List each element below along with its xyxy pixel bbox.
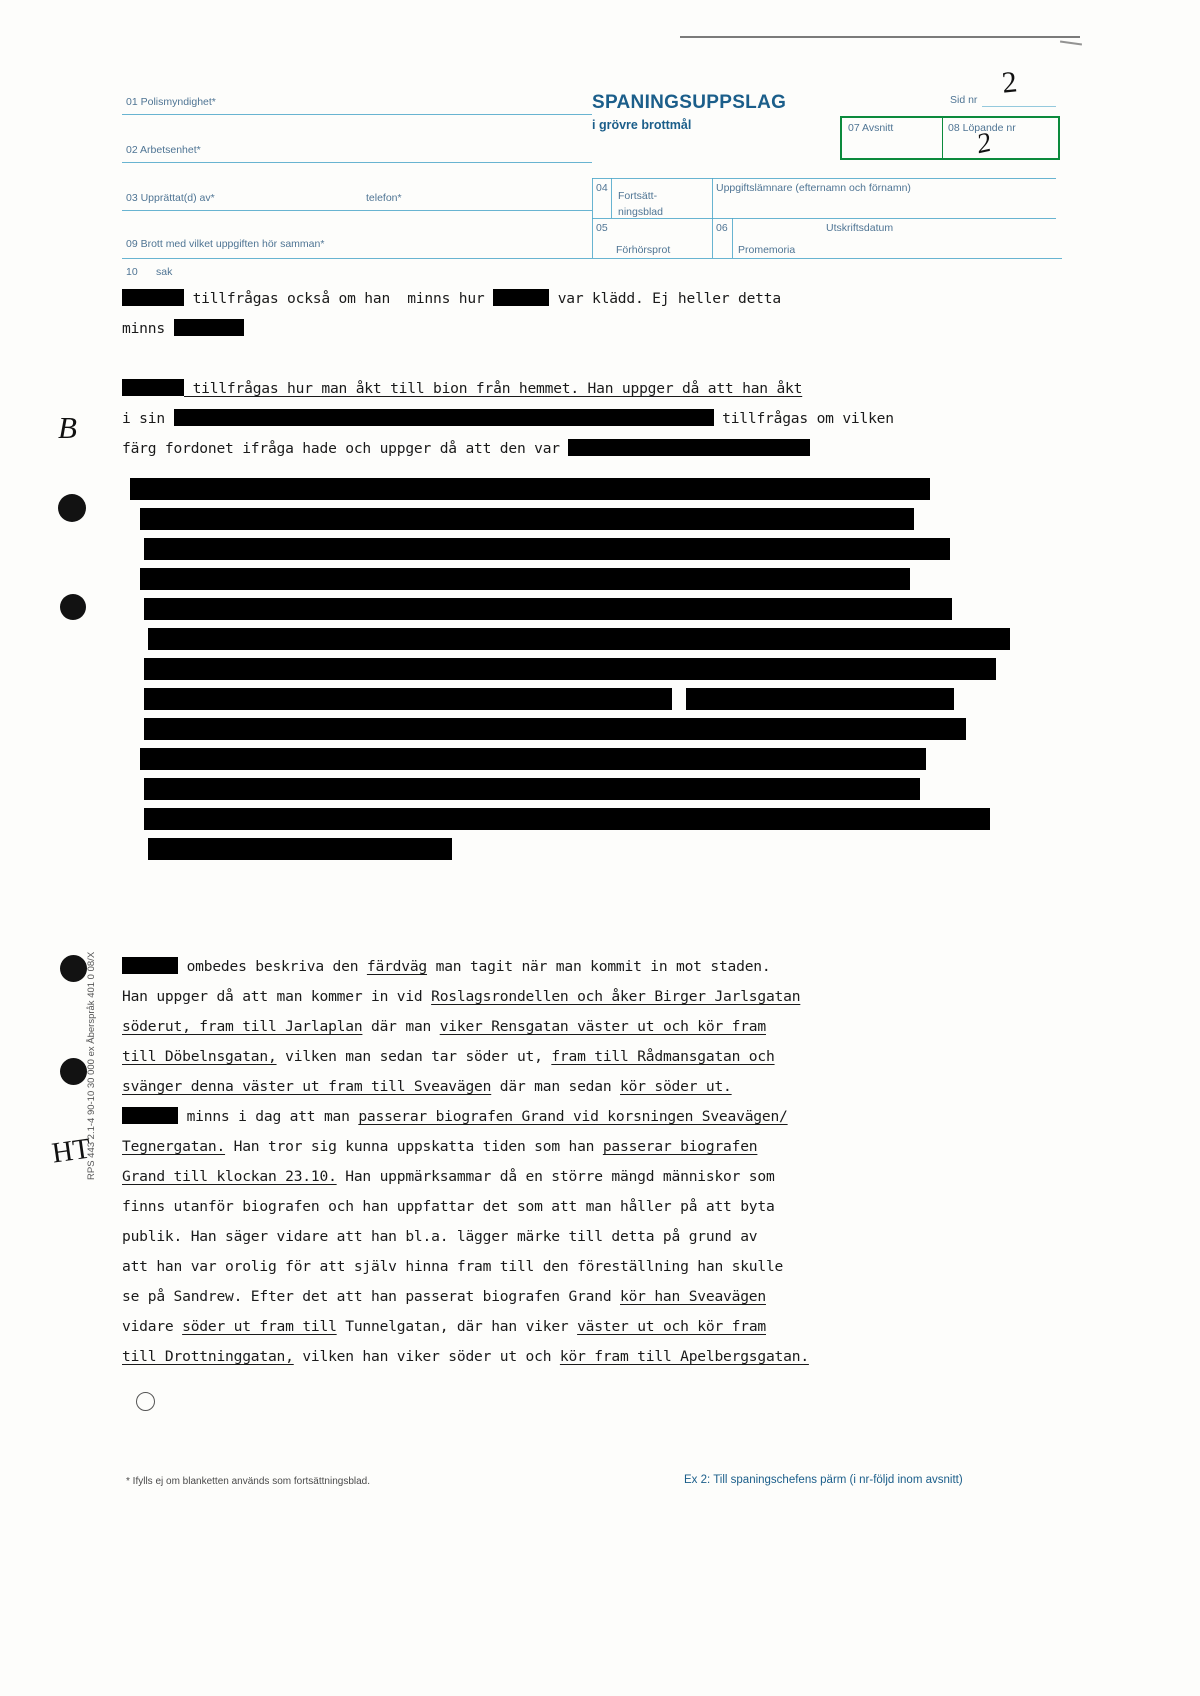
redaction-bar	[144, 658, 996, 680]
plain-text: man tagit när man kommit in mot staden.	[427, 958, 771, 975]
field-label-07: 07 Avsnitt	[848, 122, 894, 134]
field-label-utskriftsdatum: Utskriftsdatum	[826, 222, 894, 234]
text-line	[122, 1252, 1062, 1282]
redaction-bar	[140, 568, 910, 590]
underlined-text: tillfrågas hur man åkt till bion från hemmet. Han uppger då att han åkt	[184, 380, 803, 397]
underlined-text: viker Rensgatan väster ut och kör fram	[439, 1018, 766, 1035]
redaction-bar-right	[686, 688, 954, 710]
text-line	[122, 982, 1062, 1012]
plain-text: där man	[362, 1018, 440, 1035]
plain-text: se på Sandrew. Efter det att han passerat biografen Grand	[122, 1288, 620, 1305]
underlined-text: Tegnergatan.	[122, 1138, 226, 1155]
plain-text: finns utanför biografen och han uppfattar det som att man håller på att byta	[122, 1198, 775, 1215]
redaction-bar-block	[130, 478, 1050, 868]
underlined-text: väster ut och kör fram	[577, 1318, 766, 1335]
plain-text: där man sedan	[491, 1078, 621, 1095]
underlined-text: Grand till klockan 23.10.	[122, 1168, 337, 1185]
field-label-04: 04	[596, 182, 608, 194]
field-label-forhorsprot: Förhörsprot	[616, 244, 671, 256]
redaction-bar	[144, 538, 950, 560]
field-label-fortsattning-2: ningsblad	[618, 206, 663, 218]
text-line	[122, 1342, 1062, 1372]
underlined-text: kör söder ut.	[620, 1078, 732, 1095]
plain-text: Han uppmärksammar då en större mängd människor som	[336, 1168, 775, 1185]
field-label-10: 10	[126, 266, 138, 278]
redaction-box	[122, 289, 184, 306]
text-line	[122, 1042, 1062, 1072]
text-line	[122, 1192, 1062, 1222]
field-label-promemoria: Promemoria	[738, 244, 796, 256]
plain-text: minns	[122, 320, 174, 337]
redaction-bar	[144, 778, 920, 800]
text-line	[122, 1072, 1062, 1102]
underlined-text: till Drottninggatan,	[122, 1348, 294, 1365]
field-label-09: 09 Brott med vilket uppgiften hör samman*	[126, 238, 325, 250]
redaction-bar	[148, 838, 452, 860]
plain-text: Tunnelgatan, där han viker	[336, 1318, 578, 1335]
scan-artifact-top	[680, 36, 1080, 38]
underlined-text: passerar biografen Grand vid korsningen Sveavägen/	[358, 1108, 788, 1125]
field-label-sak: sak	[156, 266, 173, 278]
plain-text: minns i dag att man	[178, 1108, 359, 1125]
field-label-02: 02 Arbetsenhet*	[126, 144, 201, 156]
underlined-text: färdväg	[366, 958, 428, 975]
field-label-06: 06	[716, 222, 728, 234]
footer-left-note: * Ifylls ej om blanketten används som fortsättningsblad.	[126, 1476, 371, 1487]
text-line	[122, 284, 1062, 314]
field-label-fortsattning-1: Fortsätt-	[618, 190, 658, 202]
field-label-uppgiftslamnare: Uppgiftslämnare (efternamn och förnamn)	[716, 182, 911, 194]
plain-text: publik. Han säger vidare att han bl.a. lägger märke till detta på grund av	[122, 1228, 758, 1245]
text-line	[122, 1012, 1062, 1042]
margin-mark-b: B	[58, 410, 77, 445]
redaction-box	[174, 409, 714, 426]
footer-right-note: Ex 2: Till spaningschefens pärm (i nr-följd inom avsnitt)	[684, 1474, 963, 1486]
underlined-text: fram till Rådmansgatan och	[551, 1048, 775, 1065]
redaction-bar	[144, 688, 954, 710]
plain-text: tillfrågas också om han minns hur	[184, 290, 494, 307]
underlined-text: söderut, fram till Jarlaplan	[122, 1018, 363, 1035]
underlined-text: till Döbelnsgatan,	[122, 1048, 277, 1065]
text-line	[122, 1282, 1062, 1312]
page-number-rule	[982, 106, 1056, 107]
text-line	[122, 374, 1062, 404]
underlined-text: svänger denna väster ut fram till Sveavägen	[122, 1078, 492, 1095]
page-number-label: Sid nr	[950, 94, 978, 106]
field-label-01: 01 Polismyndighet*	[126, 96, 216, 108]
avsnitt-label-text: Avsnitt	[862, 122, 894, 134]
text-line	[122, 314, 1062, 344]
plain-text: Han uppger då att man kommer in vid	[122, 988, 432, 1005]
plain-text: vilken han viker söder ut och	[293, 1348, 560, 1365]
lopande-label-text: Löpande nr	[962, 122, 1016, 134]
plain-text: vilken man sedan tar söder ut,	[276, 1048, 552, 1065]
underlined-text: söder ut fram till	[182, 1318, 337, 1335]
document-body-lower	[122, 952, 1062, 1376]
field-label-telefon: telefon*	[366, 192, 402, 204]
underlined-text: passerar biografen	[602, 1138, 758, 1155]
text-line	[122, 404, 1062, 434]
scan-artifact-top-corner	[1060, 40, 1082, 45]
field-label-08: 08 Löpande nr	[948, 122, 1016, 134]
redaction-box	[174, 319, 244, 336]
redaction-bar	[144, 598, 952, 620]
redaction-box	[122, 379, 184, 396]
plain-text: att han var orolig för att själv hinna fram till den föreställning han skulle	[122, 1258, 784, 1275]
redaction-bar	[144, 808, 990, 830]
text-line	[122, 1132, 1062, 1162]
plain-text: Han tror sig kunna uppskatta tiden som han	[225, 1138, 603, 1155]
text-line	[122, 1222, 1062, 1252]
redaction-bar	[140, 748, 926, 770]
text-line	[122, 1162, 1062, 1192]
redaction-bar-left	[144, 688, 672, 710]
plain-text: var klädd. Ej heller detta	[549, 290, 781, 307]
punch-hole-2	[60, 594, 86, 620]
text-line	[122, 1102, 1062, 1132]
field-label-03: 03 Upprättat(d) av*	[126, 192, 215, 204]
form-subtitle: i grövre brottmål	[592, 118, 692, 132]
plain-text: i sin	[122, 410, 174, 427]
plain-text: tillfrågas om vilken	[713, 410, 894, 427]
paragraph-3	[122, 952, 1062, 1372]
redaction-box	[122, 957, 178, 974]
punch-hole-4	[60, 1058, 87, 1085]
underlined-text: kör han Sveavägen	[620, 1288, 766, 1305]
text-line	[122, 434, 1062, 464]
redaction-bar	[140, 508, 914, 530]
punch-hole-3	[60, 955, 87, 982]
redaction-box	[122, 1107, 178, 1124]
form-header	[122, 65, 1062, 278]
punch-hole-1	[58, 494, 86, 522]
form-code-vertical: RPS 443 2.1-4 90-10 30 000 ex Åberspråk 401 0 08/X	[86, 951, 97, 1180]
paragraph-1	[122, 284, 1062, 344]
handwritten-scribble: 2	[973, 126, 994, 161]
text-line	[122, 1312, 1062, 1342]
redaction-bar	[148, 628, 1010, 650]
plain-text: ombedes beskriva den	[178, 958, 367, 975]
redaction-bar	[130, 478, 930, 500]
document-body	[122, 284, 1062, 468]
underlined-text: Roslagsrondellen och åker Birger Jarlsgatan	[431, 988, 801, 1005]
field-label-05: 05	[596, 222, 608, 234]
redaction-bar	[144, 718, 966, 740]
text-line	[122, 952, 1062, 982]
redaction-box	[493, 289, 549, 306]
punch-hole-5	[136, 1392, 155, 1411]
plain-text: färg fordonet ifråga hade och uppger då att den var	[122, 440, 569, 457]
plain-text: vidare	[122, 1318, 183, 1335]
underlined-text: kör fram till Apelbergsgatan.	[559, 1348, 809, 1365]
form-title: SPANINGSUPPSLAG	[592, 92, 787, 113]
paragraph-2	[122, 374, 1062, 464]
redaction-box	[568, 439, 810, 456]
margin-mark-ht: HT	[49, 1132, 93, 1170]
handwritten-page-number: 2	[1000, 65, 1019, 100]
